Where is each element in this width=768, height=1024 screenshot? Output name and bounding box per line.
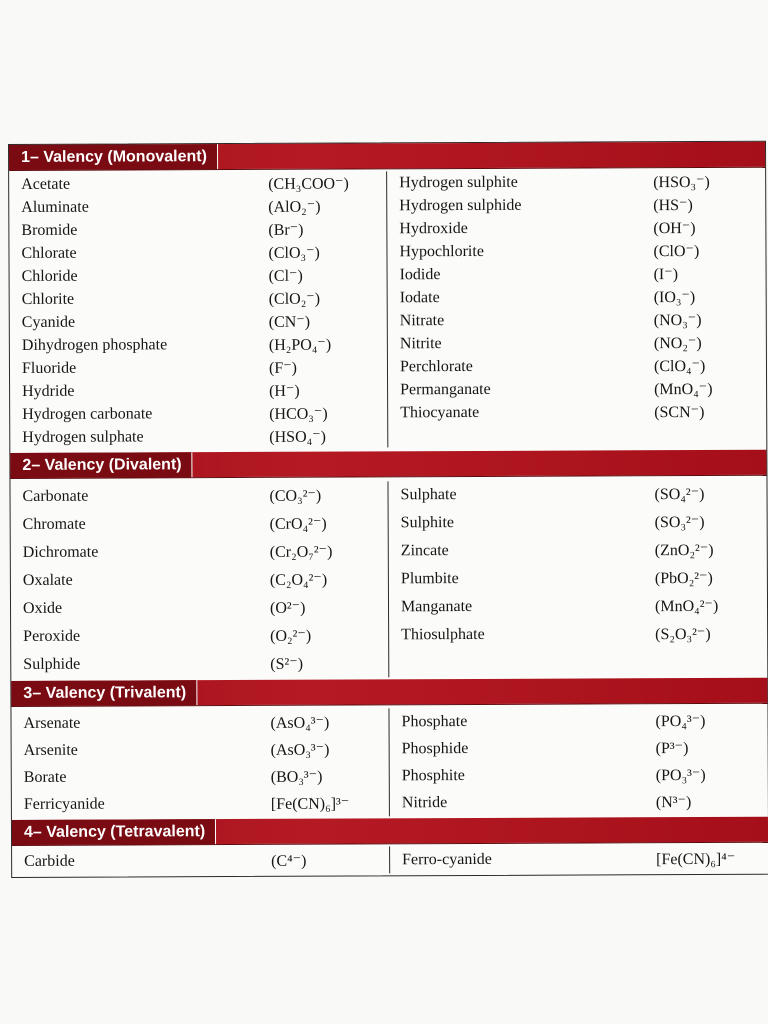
ion-formula: (PO₃³⁻) bbox=[655, 766, 706, 784]
ion-formula: (N³⁻) bbox=[655, 793, 692, 811]
ion-name: Aluminate bbox=[21, 198, 89, 216]
ion-row bbox=[11, 593, 388, 623]
ion-formula: (HSO₄⁻) bbox=[269, 428, 327, 446]
section-title: 4– Valency (Tetravalent) bbox=[12, 819, 216, 845]
section-title: 2– Valency (Divalent) bbox=[10, 452, 192, 478]
ion-row bbox=[10, 286, 387, 311]
ion-formula: [Fe(CN)₆]³⁻ bbox=[270, 795, 350, 813]
ion-formula: (C₂O₄²⁻) bbox=[269, 571, 328, 589]
valency-section bbox=[12, 817, 768, 877]
ion-formula: (ClO₃⁻) bbox=[268, 244, 320, 262]
ion-row bbox=[389, 620, 767, 650]
ion-name: Ferricyanide bbox=[23, 795, 105, 813]
ion-name: Phosphate bbox=[401, 712, 468, 730]
ion-name: Nitrate bbox=[399, 311, 445, 329]
ion-column-right bbox=[387, 170, 766, 448]
valency-table bbox=[8, 141, 768, 878]
ion-row bbox=[389, 536, 767, 566]
ion-formula: (C⁴⁻) bbox=[271, 852, 307, 870]
ion-row bbox=[12, 789, 389, 818]
ion-formula: (CN⁻) bbox=[268, 313, 311, 331]
ion-row bbox=[390, 788, 768, 817]
ion-name: Arsenite bbox=[23, 741, 78, 759]
ion-name: Phosphite bbox=[401, 766, 465, 784]
ion-name: Sulphate bbox=[400, 486, 457, 504]
ion-name: Carbide bbox=[24, 852, 75, 870]
section-header-band bbox=[9, 142, 765, 171]
ion-row bbox=[387, 193, 765, 218]
ion-formula: (PO₄³⁻) bbox=[655, 712, 706, 730]
ion-formula: (HS⁻) bbox=[653, 196, 693, 214]
ion-column-right bbox=[390, 845, 768, 874]
ion-name: Hypochlorite bbox=[399, 242, 484, 260]
ion-row bbox=[389, 564, 767, 594]
ion-formula: (F⁻) bbox=[268, 359, 298, 377]
ion-formula: [Fe(CN)₆]⁴⁻ bbox=[656, 850, 736, 868]
ion-name: Borate bbox=[23, 768, 67, 786]
ion-row bbox=[390, 734, 768, 763]
ion-row bbox=[388, 331, 766, 356]
ion-formula: (H⁻) bbox=[269, 382, 300, 400]
ion-column-right bbox=[389, 707, 767, 817]
ion-formula: (ClO₂⁻) bbox=[268, 290, 321, 308]
valency-section bbox=[10, 450, 767, 681]
ion-row bbox=[390, 761, 768, 790]
ion-formula: (Br⁻) bbox=[268, 221, 304, 239]
ion-row bbox=[10, 401, 387, 426]
ion-name: Oxide bbox=[22, 599, 63, 617]
ion-column-left bbox=[11, 708, 389, 818]
ion-row bbox=[389, 707, 767, 736]
ion-formula: (SCN⁻) bbox=[654, 403, 705, 421]
ion-grid bbox=[12, 843, 768, 877]
ion-formula: (SO₄²⁻) bbox=[654, 485, 705, 504]
ion-name: Dichromate bbox=[22, 543, 99, 561]
ion-formula: (O²⁻) bbox=[269, 599, 306, 617]
ion-row bbox=[388, 480, 766, 510]
ion-name: Sulphide bbox=[23, 655, 81, 673]
ion-row bbox=[387, 170, 765, 195]
valency-section bbox=[9, 142, 766, 453]
ion-name: Peroxide bbox=[23, 627, 81, 645]
ion-name: Iodate bbox=[399, 288, 440, 306]
section-header-band bbox=[10, 450, 766, 479]
ion-column-left bbox=[12, 846, 390, 875]
ion-row bbox=[388, 354, 766, 379]
ion-row bbox=[11, 708, 388, 737]
ion-name: Chlorite bbox=[21, 290, 75, 308]
ion-grid bbox=[10, 476, 767, 681]
ion-row bbox=[10, 481, 387, 511]
ion-formula: (CH₃COO⁻) bbox=[268, 175, 349, 193]
ion-row bbox=[10, 309, 387, 334]
ion-row bbox=[9, 194, 386, 219]
section-title: 3– Valency (Trivalent) bbox=[11, 680, 197, 706]
section-header-band bbox=[12, 817, 768, 846]
ion-row bbox=[12, 762, 389, 791]
ion-formula: (AlO₂⁻) bbox=[268, 198, 321, 216]
ion-name: Thiocyanate bbox=[400, 403, 480, 421]
ion-name: Sulphite bbox=[400, 514, 455, 532]
ion-row bbox=[9, 240, 386, 265]
ion-row bbox=[11, 509, 388, 539]
ion-name: Ferro-cyanide bbox=[402, 850, 492, 868]
ion-formula: (PbO₂²⁻) bbox=[654, 569, 713, 588]
ion-name: Hydrogen sulphate bbox=[22, 427, 144, 446]
ion-row bbox=[9, 171, 386, 196]
ion-formula: (ZnO₂²⁻) bbox=[654, 541, 714, 560]
ion-formula: (SO₃²⁻) bbox=[654, 513, 705, 532]
section-header-band bbox=[11, 678, 767, 707]
ion-formula: (HSO₃⁻) bbox=[653, 173, 710, 191]
ion-name: Chloride bbox=[21, 267, 78, 285]
ion-row bbox=[12, 735, 389, 764]
ion-formula: (I⁻) bbox=[653, 265, 679, 283]
ion-name: Hydrogen sulphide bbox=[399, 196, 522, 214]
ion-row bbox=[388, 400, 766, 425]
ion-name: Arsenate bbox=[23, 714, 81, 732]
ion-name: Zincate bbox=[400, 542, 449, 560]
ion-formula: (S²⁻) bbox=[270, 655, 304, 673]
ion-row bbox=[10, 332, 387, 357]
ion-row bbox=[11, 621, 388, 651]
ion-name: Carbonate bbox=[22, 487, 89, 505]
ion-name: Fluoride bbox=[21, 359, 77, 377]
ion-name: Iodide bbox=[399, 265, 441, 283]
ion-name: Thiosulphate bbox=[401, 625, 485, 644]
ion-row bbox=[388, 262, 766, 287]
ion-row bbox=[387, 216, 765, 241]
ion-row bbox=[11, 649, 388, 679]
ion-row bbox=[389, 508, 767, 538]
ion-name: Perchlorate bbox=[399, 357, 473, 375]
ion-name: Hydride bbox=[22, 382, 75, 400]
ion-formula: (Cl⁻) bbox=[268, 267, 303, 285]
ion-name: Bromide bbox=[21, 221, 78, 239]
ion-formula: (P³⁻) bbox=[655, 739, 689, 757]
ion-name: Hydrogen carbonate bbox=[22, 404, 153, 423]
ion-formula: (BO₃³⁻) bbox=[270, 768, 323, 786]
ion-row bbox=[9, 217, 386, 242]
ion-formula: (Cr₂O₇²⁻) bbox=[269, 543, 333, 561]
ion-row bbox=[389, 592, 767, 622]
ion-name: Cyanide bbox=[21, 313, 76, 331]
ion-name: Nitride bbox=[401, 793, 448, 811]
ion-formula: (MnO₄⁻) bbox=[654, 380, 713, 398]
ion-row bbox=[387, 239, 765, 264]
ion-formula: (H₂PO₄⁻) bbox=[268, 336, 332, 354]
ion-formula: (ClO⁻) bbox=[653, 242, 700, 260]
ion-name: Chlorate bbox=[21, 244, 77, 262]
ion-row bbox=[10, 355, 387, 380]
ion-name: Plumbite bbox=[400, 570, 459, 588]
ion-formula: (CrO₄²⁻) bbox=[269, 515, 327, 533]
ion-grid bbox=[9, 168, 766, 453]
ion-name: Permanganate bbox=[400, 380, 491, 398]
ion-formula: (MnO₄²⁻) bbox=[654, 597, 719, 616]
ion-name: Hydroxide bbox=[399, 219, 468, 237]
ion-formula: (NO₂⁻) bbox=[653, 334, 702, 352]
ion-formula: (O₂²⁻) bbox=[270, 627, 312, 645]
ion-row bbox=[10, 378, 387, 403]
ion-name: Acetate bbox=[21, 175, 71, 193]
ion-row bbox=[390, 845, 768, 874]
ion-column-left bbox=[9, 171, 388, 449]
ion-formula: (ClO₄⁻) bbox=[653, 357, 706, 375]
ion-name: Hydrogen sulphite bbox=[399, 173, 518, 191]
valency-section bbox=[11, 678, 768, 820]
ion-grid bbox=[11, 704, 767, 820]
ion-column-left bbox=[10, 481, 389, 679]
ion-row bbox=[11, 565, 388, 595]
ion-formula: (CO₃²⁻) bbox=[269, 487, 322, 505]
ion-name: Phosphide bbox=[401, 739, 469, 757]
section-title: 1– Valency (Monovalent) bbox=[9, 144, 218, 170]
ion-row bbox=[10, 424, 387, 449]
ion-formula: (NO₃⁻) bbox=[653, 311, 702, 329]
ion-name: Dihydrogen phosphate bbox=[21, 335, 168, 354]
ion-column-right bbox=[388, 480, 767, 678]
ion-name: Chromate bbox=[22, 515, 86, 533]
ion-name: Nitrite bbox=[399, 334, 442, 352]
ion-row bbox=[10, 263, 387, 288]
ion-formula: (S₂O₃²⁻) bbox=[655, 625, 711, 644]
ion-row bbox=[388, 285, 766, 310]
ion-formula: (HCO₃⁻) bbox=[269, 405, 328, 423]
ion-name: Manganate bbox=[400, 597, 473, 616]
ion-name: Oxalate bbox=[22, 571, 73, 589]
ion-row bbox=[388, 308, 766, 333]
ion-formula: (IO₃⁻) bbox=[653, 288, 696, 306]
ion-row bbox=[12, 846, 389, 875]
ion-row bbox=[388, 377, 766, 402]
ion-row bbox=[11, 537, 388, 567]
ion-formula: (AsO₄³⁻) bbox=[270, 714, 330, 732]
ion-formula: (OH⁻) bbox=[653, 219, 696, 237]
ion-formula: (AsO₃³⁻) bbox=[270, 741, 330, 759]
